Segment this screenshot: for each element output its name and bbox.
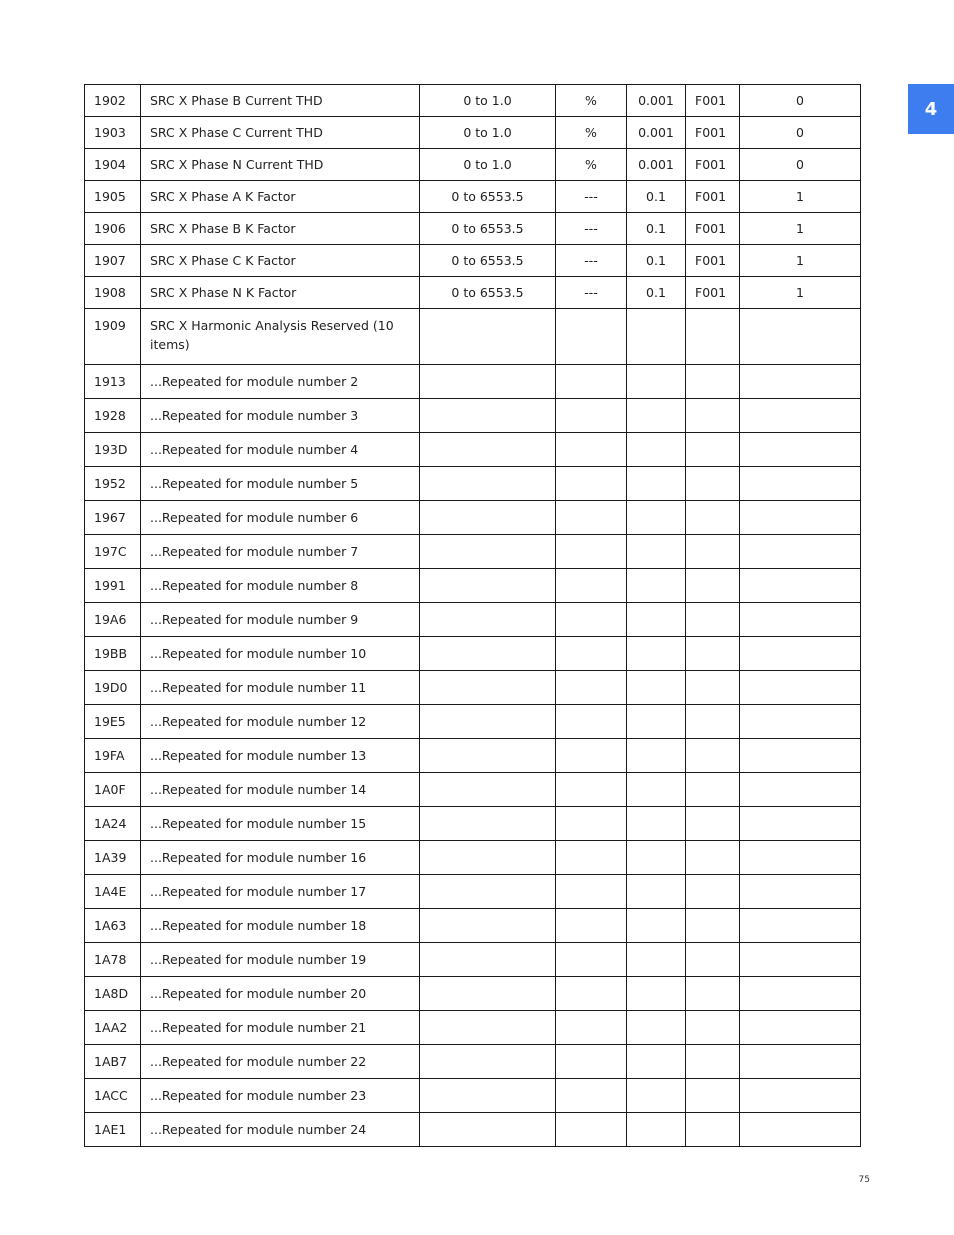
register-address: 1A78 (85, 943, 141, 977)
table-row (85, 117, 861, 149)
table-row (85, 977, 861, 1011)
table-row (85, 399, 861, 433)
register-format (686, 671, 740, 705)
register-default: 0 (740, 117, 861, 149)
register-format (686, 365, 740, 399)
register-units: --- (556, 245, 627, 277)
register-units (556, 637, 627, 671)
register-step (627, 977, 686, 1011)
register-format (686, 807, 740, 841)
register-address: 1967 (85, 501, 141, 535)
register-address: 1952 (85, 467, 141, 501)
table-row (85, 773, 861, 807)
register-name: ...Repeated for module number 16 (141, 841, 420, 875)
register-step (627, 875, 686, 909)
register-address: 1AA2 (85, 1011, 141, 1045)
register-name: ...Repeated for module number 21 (141, 1011, 420, 1045)
register-address: 1907 (85, 245, 141, 277)
register-step (627, 739, 686, 773)
register-step (627, 773, 686, 807)
register-units (556, 365, 627, 399)
register-format: F001 (686, 213, 740, 245)
register-units (556, 705, 627, 739)
register-step: 0.001 (627, 117, 686, 149)
register-format (686, 467, 740, 501)
register-name: SRC X Phase C K Factor (141, 245, 420, 277)
table-row (85, 277, 861, 309)
register-range: 0 to 1.0 (420, 85, 556, 117)
table-row (85, 1011, 861, 1045)
register-address: 1909 (85, 309, 141, 365)
register-address: 19D0 (85, 671, 141, 705)
register-default (740, 739, 861, 773)
register-address: 1AE1 (85, 1113, 141, 1147)
register-units (556, 501, 627, 535)
register-address: 1906 (85, 213, 141, 245)
register-range: 0 to 6553.5 (420, 277, 556, 309)
register-range (420, 535, 556, 569)
modbus-register-table (84, 84, 861, 1147)
register-address: 197C (85, 535, 141, 569)
register-range (420, 569, 556, 603)
register-name: ...Repeated for module number 18 (141, 909, 420, 943)
register-format (686, 501, 740, 535)
register-format (686, 309, 740, 365)
register-range: 0 to 1.0 (420, 117, 556, 149)
register-step: 0.001 (627, 85, 686, 117)
register-address: 19BB (85, 637, 141, 671)
register-units (556, 569, 627, 603)
table-row (85, 603, 861, 637)
register-range (420, 603, 556, 637)
register-format (686, 535, 740, 569)
register-range (420, 705, 556, 739)
register-name: ...Repeated for module number 13 (141, 739, 420, 773)
register-default (740, 875, 861, 909)
register-default (740, 1011, 861, 1045)
register-address: 1ACC (85, 1079, 141, 1113)
register-step (627, 365, 686, 399)
table-row (85, 1079, 861, 1113)
register-address: 1A4E (85, 875, 141, 909)
register-range (420, 909, 556, 943)
register-format (686, 603, 740, 637)
table-row (85, 85, 861, 117)
register-range (420, 365, 556, 399)
register-name: ...Repeated for module number 22 (141, 1045, 420, 1079)
register-default (740, 637, 861, 671)
table-row (85, 671, 861, 705)
register-format: F001 (686, 277, 740, 309)
register-range (420, 943, 556, 977)
register-step: 0.1 (627, 213, 686, 245)
register-step (627, 909, 686, 943)
register-step (627, 433, 686, 467)
register-format (686, 433, 740, 467)
register-default (740, 807, 861, 841)
table-row (85, 739, 861, 773)
register-default (740, 569, 861, 603)
register-step (627, 841, 686, 875)
register-name: ...Repeated for module number 14 (141, 773, 420, 807)
table-row (85, 569, 861, 603)
table-row (85, 1113, 861, 1147)
register-address: 19A6 (85, 603, 141, 637)
register-address: 1905 (85, 181, 141, 213)
register-range (420, 1113, 556, 1147)
register-format (686, 909, 740, 943)
register-name: SRC X Phase N Current THD (141, 149, 420, 181)
register-format: F001 (686, 85, 740, 117)
register-address: 1902 (85, 85, 141, 117)
register-address: 1AB7 (85, 1045, 141, 1079)
register-default (740, 399, 861, 433)
register-step (627, 399, 686, 433)
register-units (556, 773, 627, 807)
register-step (627, 943, 686, 977)
register-default (740, 365, 861, 399)
register-format (686, 399, 740, 433)
register-step (627, 705, 686, 739)
register-range: 0 to 6553.5 (420, 181, 556, 213)
register-address: 1991 (85, 569, 141, 603)
register-default (740, 1079, 861, 1113)
register-range (420, 501, 556, 535)
register-default (740, 943, 861, 977)
register-address: 19E5 (85, 705, 141, 739)
register-units (556, 1045, 627, 1079)
register-format (686, 1045, 740, 1079)
register-name: SRC X Phase B K Factor (141, 213, 420, 245)
register-address: 1913 (85, 365, 141, 399)
register-range: 0 to 6553.5 (420, 213, 556, 245)
table-row (85, 807, 861, 841)
register-range (420, 977, 556, 1011)
register-address: 193D (85, 433, 141, 467)
register-name: SRC X Phase A K Factor (141, 181, 420, 213)
register-step (627, 1011, 686, 1045)
register-units (556, 399, 627, 433)
register-name: SRC X Harmonic Analysis Reserved (10 items) (141, 309, 420, 365)
register-range (420, 1011, 556, 1045)
register-range (420, 807, 556, 841)
register-step: 0.1 (627, 245, 686, 277)
register-range (420, 309, 556, 365)
register-name: SRC X Phase N K Factor (141, 277, 420, 309)
table-row (85, 181, 861, 213)
register-step: 0.001 (627, 149, 686, 181)
register-default (740, 977, 861, 1011)
register-name: ...Repeated for module number 10 (141, 637, 420, 671)
register-step (627, 1045, 686, 1079)
register-address: 1903 (85, 117, 141, 149)
table-row (85, 501, 861, 535)
chapter-tab: 4 (908, 84, 954, 134)
register-step (627, 1079, 686, 1113)
register-name: ...Repeated for module number 17 (141, 875, 420, 909)
register-name: ...Repeated for module number 7 (141, 535, 420, 569)
register-range (420, 739, 556, 773)
register-default (740, 535, 861, 569)
register-range: 0 to 1.0 (420, 149, 556, 181)
register-range: 0 to 6553.5 (420, 245, 556, 277)
register-address: 1904 (85, 149, 141, 181)
register-default: 1 (740, 213, 861, 245)
register-units: --- (556, 213, 627, 245)
register-name: ...Repeated for module number 6 (141, 501, 420, 535)
table-row (85, 1045, 861, 1079)
table-row (85, 535, 861, 569)
register-step (627, 603, 686, 637)
register-format (686, 943, 740, 977)
register-name: ...Repeated for module number 15 (141, 807, 420, 841)
register-name: ...Repeated for module number 5 (141, 467, 420, 501)
register-range (420, 841, 556, 875)
register-units (556, 433, 627, 467)
register-address: 1A63 (85, 909, 141, 943)
register-format (686, 1113, 740, 1147)
table-row (85, 909, 861, 943)
register-default (740, 1113, 861, 1147)
register-format (686, 739, 740, 773)
table-row (85, 245, 861, 277)
register-format (686, 977, 740, 1011)
register-name: SRC X Phase B Current THD (141, 85, 420, 117)
register-default (740, 603, 861, 637)
register-default (740, 909, 861, 943)
register-format: F001 (686, 181, 740, 213)
table-row (85, 149, 861, 181)
register-range (420, 637, 556, 671)
register-range (420, 1079, 556, 1113)
register-name: ...Repeated for module number 3 (141, 399, 420, 433)
register-format (686, 1011, 740, 1045)
register-default (740, 433, 861, 467)
register-default (740, 501, 861, 535)
register-default (740, 467, 861, 501)
register-default (740, 671, 861, 705)
register-units (556, 1011, 627, 1045)
register-units (556, 535, 627, 569)
register-range (420, 773, 556, 807)
table-row (85, 875, 861, 909)
register-default: 0 (740, 149, 861, 181)
register-format: F001 (686, 245, 740, 277)
register-range (420, 1045, 556, 1079)
register-range (420, 433, 556, 467)
register-address: 1928 (85, 399, 141, 433)
register-name: ...Repeated for module number 20 (141, 977, 420, 1011)
register-default (740, 773, 861, 807)
register-units (556, 943, 627, 977)
register-name: ...Repeated for module number 2 (141, 365, 420, 399)
register-format (686, 875, 740, 909)
register-address: 19FA (85, 739, 141, 773)
register-range (420, 399, 556, 433)
register-default: 1 (740, 277, 861, 309)
register-units: --- (556, 277, 627, 309)
register-units (556, 739, 627, 773)
register-step (627, 637, 686, 671)
register-default: 0 (740, 85, 861, 117)
register-address: 1A8D (85, 977, 141, 1011)
table-row (85, 637, 861, 671)
register-default (740, 705, 861, 739)
register-units (556, 603, 627, 637)
register-name: ...Repeated for module number 24 (141, 1113, 420, 1147)
register-step (627, 1113, 686, 1147)
register-name: ...Repeated for module number 9 (141, 603, 420, 637)
register-address: 1A24 (85, 807, 141, 841)
register-name: ...Repeated for module number 11 (141, 671, 420, 705)
register-format (686, 841, 740, 875)
register-format: F001 (686, 149, 740, 181)
register-default (740, 841, 861, 875)
register-step (627, 671, 686, 705)
register-name: SRC X Phase C Current THD (141, 117, 420, 149)
register-step: 0.1 (627, 277, 686, 309)
table-row (85, 309, 861, 365)
register-format (686, 705, 740, 739)
register-default (740, 1045, 861, 1079)
table-row (85, 943, 861, 977)
register-range (420, 671, 556, 705)
register-units (556, 467, 627, 501)
register-format (686, 637, 740, 671)
register-range (420, 467, 556, 501)
table-row (85, 433, 861, 467)
register-units (556, 875, 627, 909)
register-address: 1908 (85, 277, 141, 309)
table-row (85, 213, 861, 245)
register-address: 1A0F (85, 773, 141, 807)
register-address: 1A39 (85, 841, 141, 875)
register-name: ...Repeated for module number 8 (141, 569, 420, 603)
register-units (556, 841, 627, 875)
register-units (556, 671, 627, 705)
register-name: ...Repeated for module number 4 (141, 433, 420, 467)
register-format: F001 (686, 117, 740, 149)
register-units: % (556, 117, 627, 149)
register-default: 1 (740, 245, 861, 277)
register-units (556, 1079, 627, 1113)
table-row (85, 705, 861, 739)
register-step (627, 309, 686, 365)
register-units: --- (556, 181, 627, 213)
table-row (85, 467, 861, 501)
register-units: % (556, 85, 627, 117)
register-name: ...Repeated for module number 12 (141, 705, 420, 739)
register-step: 0.1 (627, 181, 686, 213)
register-step (627, 807, 686, 841)
register-format (686, 1079, 740, 1113)
register-units (556, 807, 627, 841)
register-default (740, 309, 861, 365)
register-name: ...Repeated for module number 23 (141, 1079, 420, 1113)
register-format (686, 569, 740, 603)
register-units (556, 909, 627, 943)
register-units (556, 309, 627, 365)
register-units (556, 977, 627, 1011)
register-units: % (556, 149, 627, 181)
register-step (627, 467, 686, 501)
register-step (627, 501, 686, 535)
register-name: ...Repeated for module number 19 (141, 943, 420, 977)
table-row (85, 365, 861, 399)
register-table-body (85, 85, 861, 1147)
page-number: 75 (858, 1175, 870, 1185)
register-format (686, 773, 740, 807)
register-step (627, 535, 686, 569)
register-units (556, 1113, 627, 1147)
table-row (85, 841, 861, 875)
register-range (420, 875, 556, 909)
register-default: 1 (740, 181, 861, 213)
register-step (627, 569, 686, 603)
